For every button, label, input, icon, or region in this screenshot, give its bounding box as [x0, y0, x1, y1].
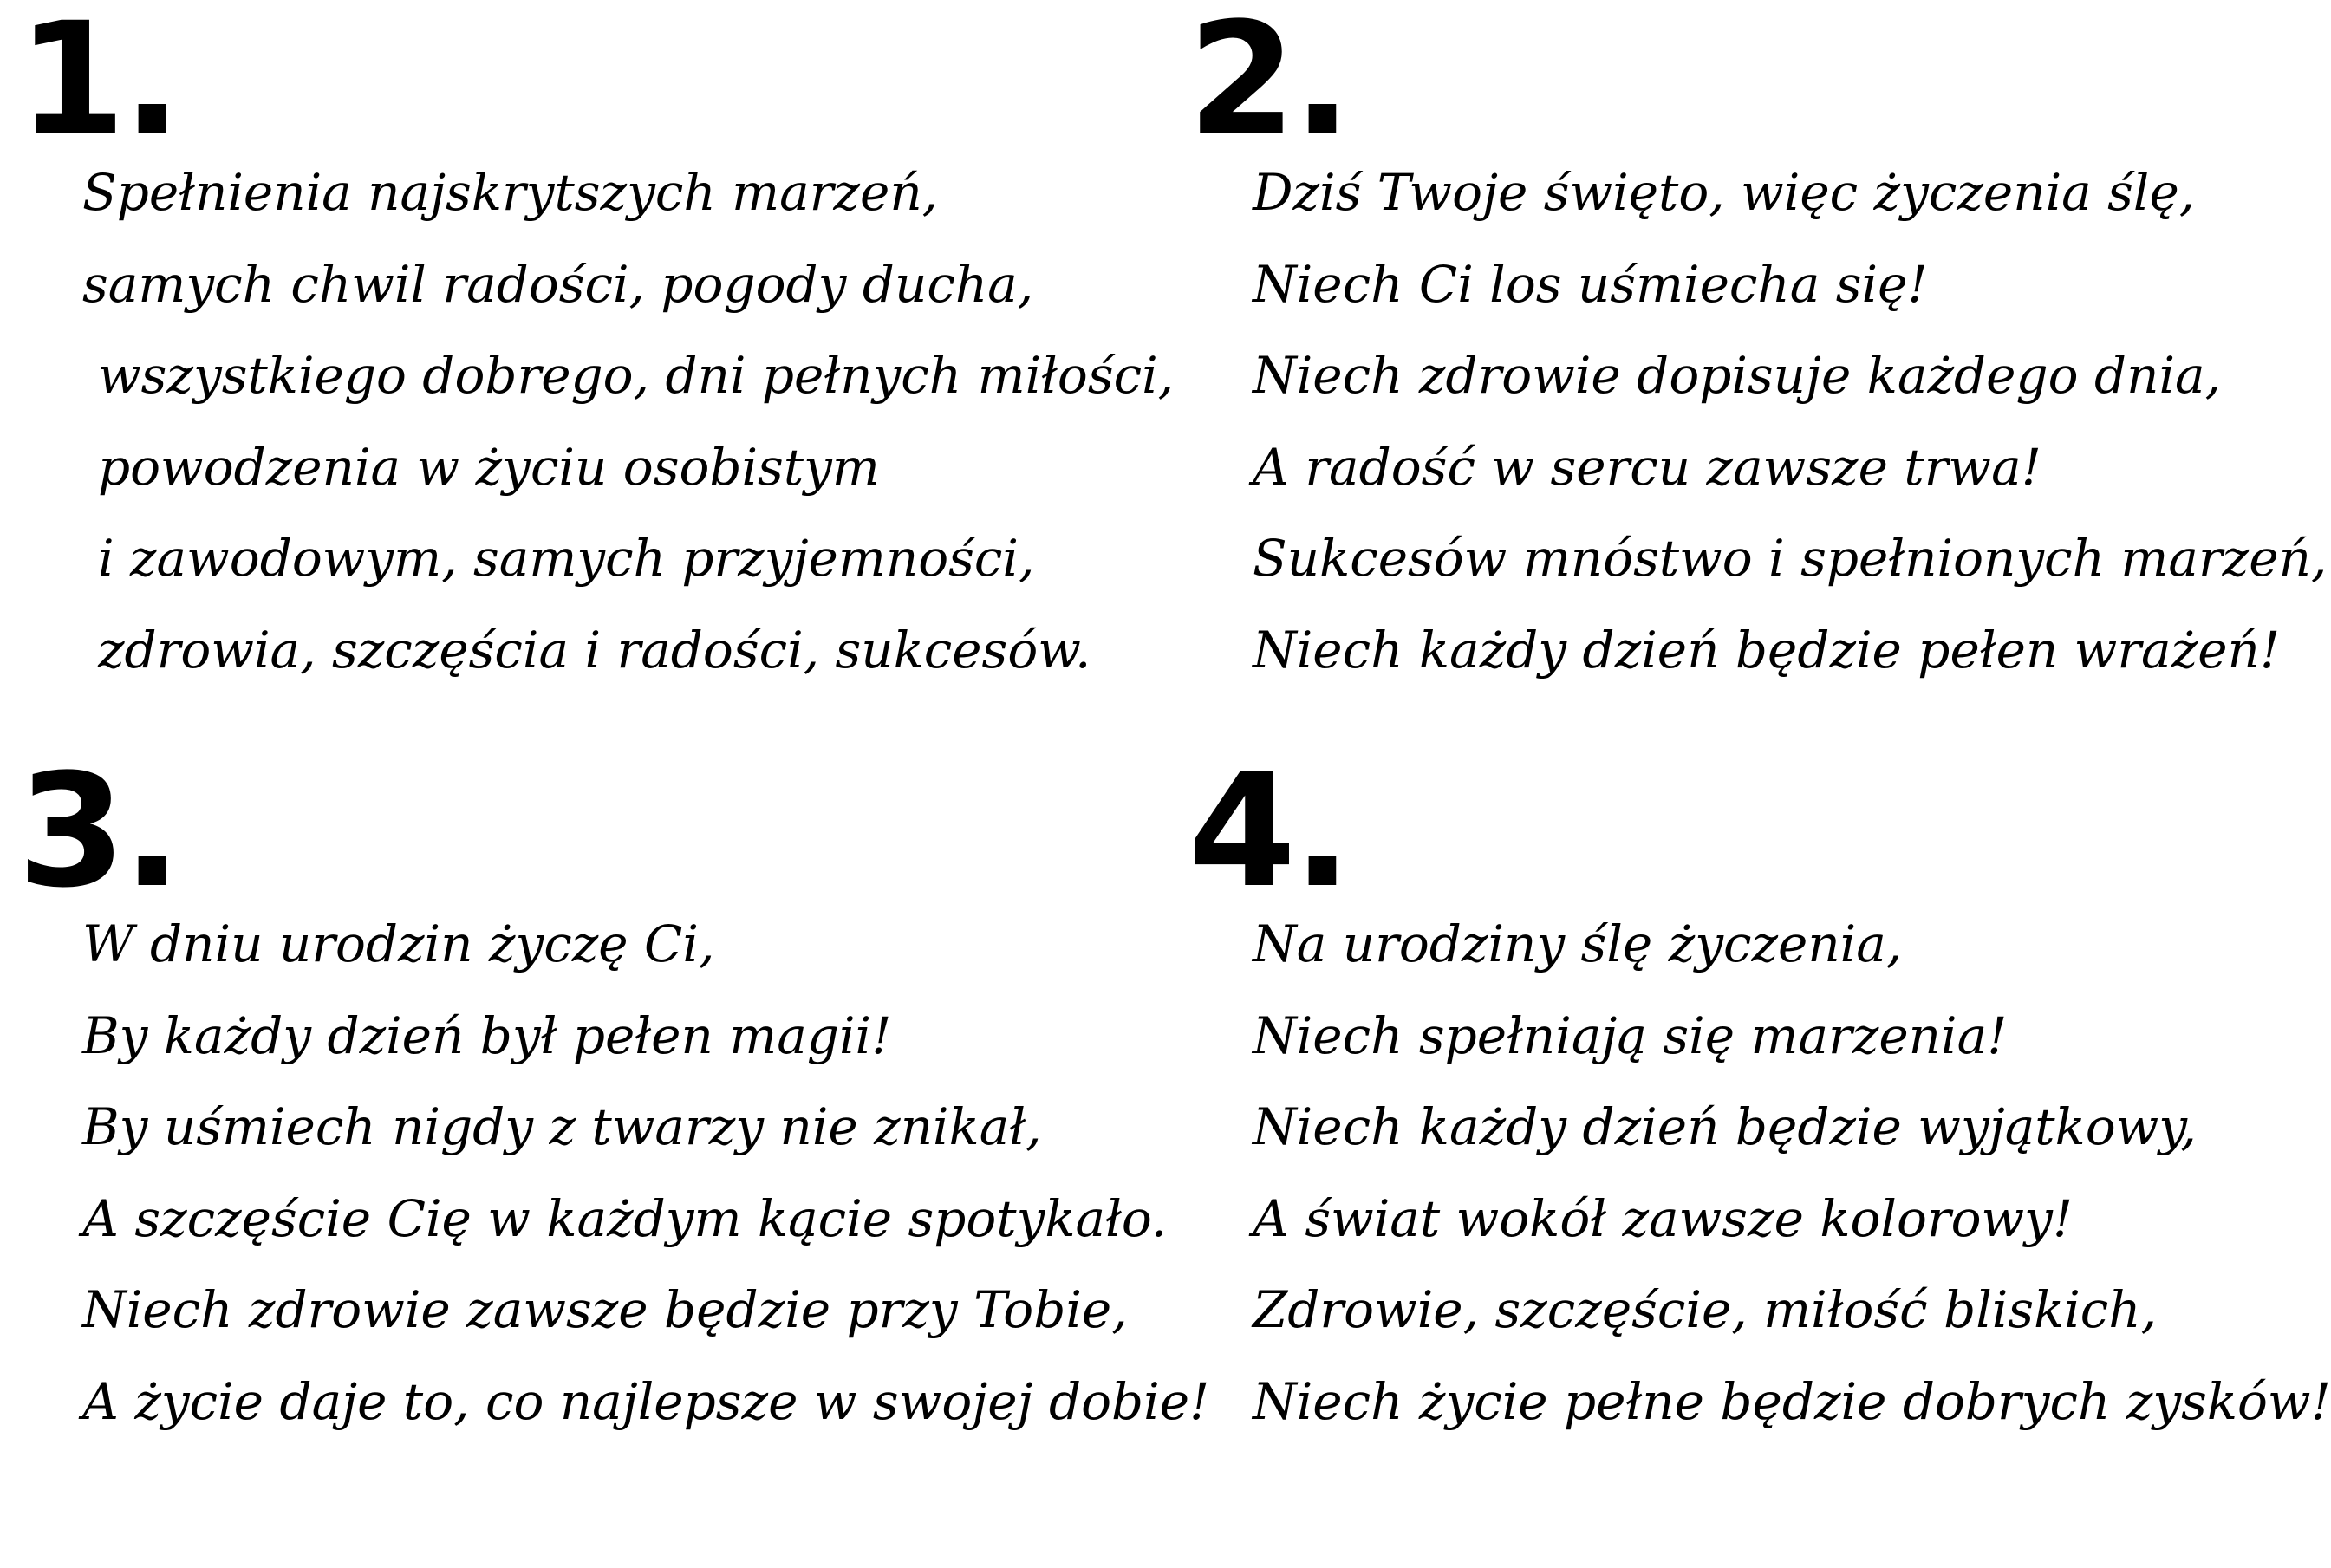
wish-text	[1188, 899, 2331, 1448]
wish-line: Niech każdy dzień będzie pełen wrażeń!	[1253, 620, 2281, 680]
wish-line: wszystkiego dobrego, dni pełnych miłości,	[98, 346, 1175, 405]
wish-text	[17, 899, 1210, 1448]
wish-line: Niech zdrowie zawsze będzie przy Tobie,	[82, 1280, 1128, 1339]
wish-line: By uśmiech nigdy z twarzy nie znikał,	[82, 1097, 1042, 1156]
wish-line: Zdrowie, szczęście, miłość bliskich,	[1253, 1280, 2158, 1339]
wish-line: Niech życie pełne będzie dobrych zysków!	[1253, 1371, 2331, 1431]
wish-text	[17, 147, 1175, 696]
wish-line: W dniu urodzin życzę Ci,	[82, 914, 715, 973]
wish-line: A życie daje to, co najlepsze w swojej dobie!	[82, 1371, 1210, 1431]
wish-line: A radość w sercu zawsze trwa!	[1253, 437, 2041, 497]
wish-number: 2.	[1188, 0, 1349, 171]
wish-line: Sukcesów mnóstwo i spełnionych marzeń,	[1253, 529, 2328, 588]
wish-line: Niech każdy dzień będzie wyjątkowy,	[1253, 1097, 2197, 1156]
wish-number: 1.	[17, 0, 179, 171]
wish-line: A szczęście Cię w każdym kącie spotykało.	[82, 1188, 1168, 1248]
wish-line: Spełnienia najskrytszych marzeń,	[82, 163, 939, 222]
wish-line: Dziś Twoje święto, więc życzenia ślę,	[1253, 163, 2196, 222]
wish-block-3	[17, 741, 1210, 1448]
wish-text	[1188, 147, 2328, 696]
wish-line: zdrowia, szczęścia i radości, sukcesów.	[98, 620, 1091, 680]
wish-number: 4.	[1188, 741, 1349, 922]
wish-line: Niech spełniają się marzenia!	[1253, 1005, 2008, 1065]
wish-line: By każdy dzień był pełen magii!	[82, 1005, 892, 1065]
wish-block-1	[17, 0, 1175, 696]
wish-line: Na urodziny ślę życzenia,	[1253, 914, 1903, 973]
wish-line: Niech zdrowie dopisuje każdego dnia,	[1253, 346, 2222, 405]
wish-block-2	[1188, 0, 2328, 696]
wish-line: samych chwil radości, pogody ducha,	[82, 254, 1034, 314]
wish-line: powodzenia w życiu osobistym	[98, 437, 880, 497]
wish-line: Niech Ci los uśmiecha się!	[1253, 254, 1928, 314]
wish-block-4	[1188, 741, 2331, 1448]
wish-line: A świat wokół zawsze kolorowy!	[1253, 1188, 2074, 1248]
wish-number: 3.	[17, 741, 179, 922]
wish-line: i zawodowym, samych przyjemności,	[98, 529, 1035, 588]
